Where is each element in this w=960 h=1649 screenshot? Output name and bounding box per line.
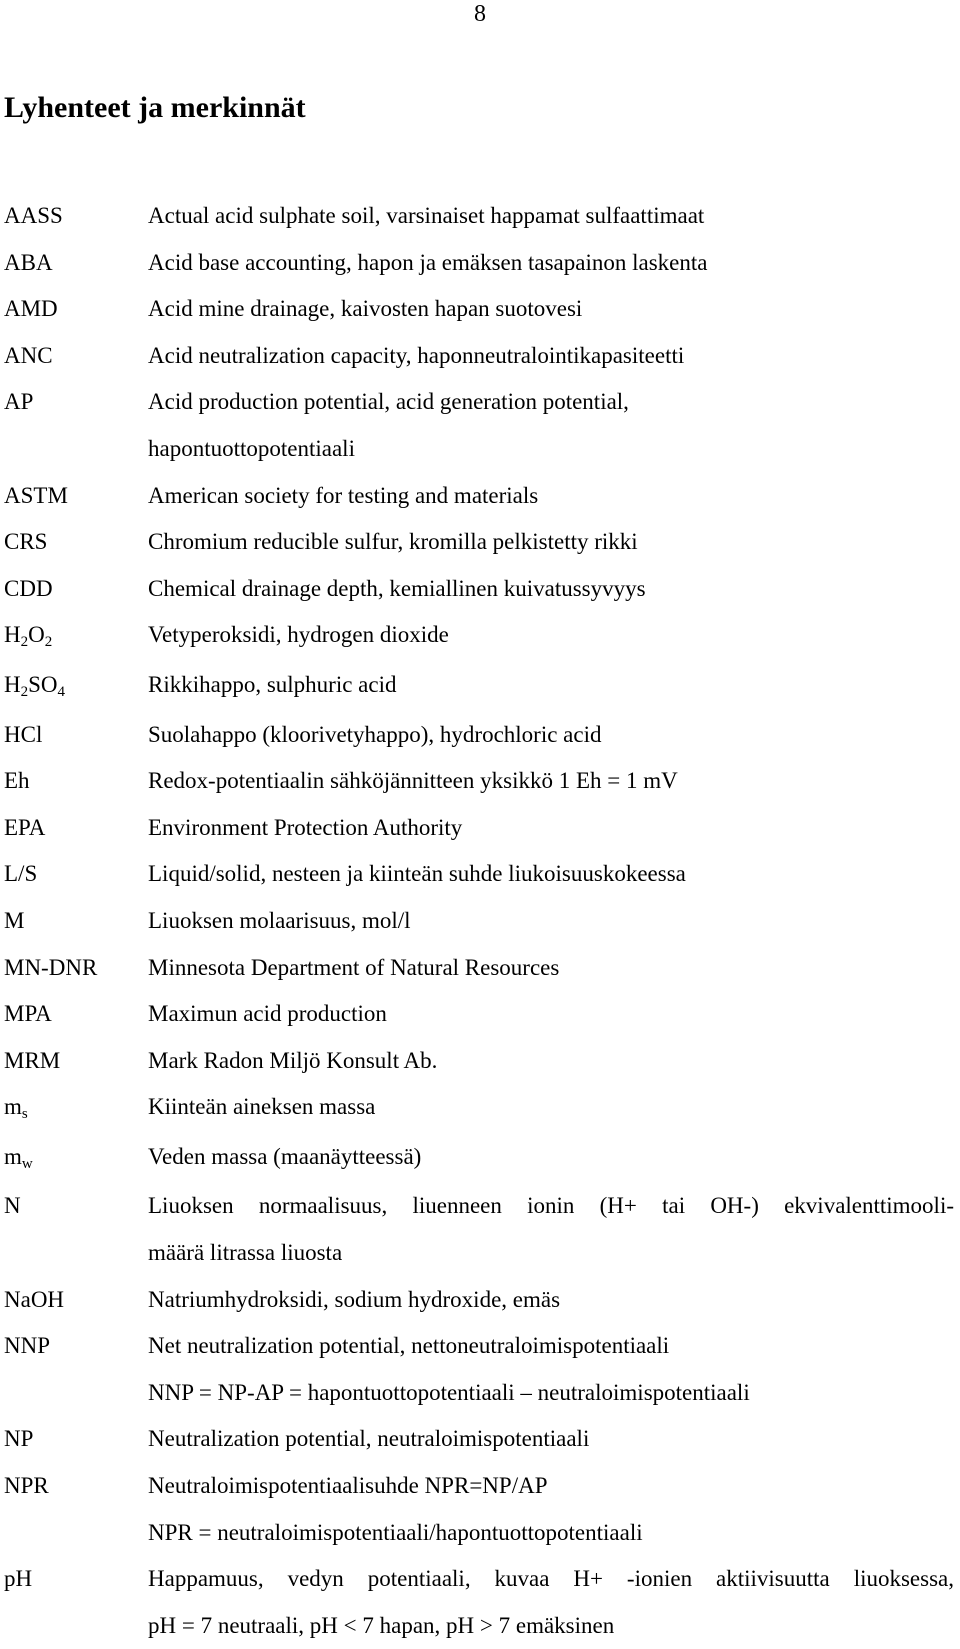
term-base: H <box>4 671 21 697</box>
term: CDD <box>4 575 53 601</box>
term: ASTM <box>4 482 68 508</box>
definition: Redox-potentiaalin sähköjännitteen yksikkö 1 Eh = 1 mV <box>148 768 678 794</box>
term-subscript: 2 <box>44 634 53 651</box>
definition: Environment Protection Authority <box>148 814 463 840</box>
term <box>4 1230 148 1277</box>
definition: Acid neutralization capacity, haponneutralointikapasiteetti <box>148 342 685 368</box>
term: EPA <box>4 814 46 840</box>
list-item <box>4 1277 954 1324</box>
definition: American society for testing and materials <box>148 482 539 508</box>
term-base: SO <box>28 671 58 697</box>
list-item <box>4 473 954 520</box>
term: MRM <box>4 1047 61 1073</box>
definition: Liquid/solid, nesteen ja kiinteän suhde liukoisuuskokeessa <box>148 861 686 887</box>
term-subscript: w <box>21 1155 33 1172</box>
term: AP <box>4 389 34 415</box>
definition: Suolahappo (kloorivetyhappo), hydrochloric acid <box>148 721 602 747</box>
definition: Acid production potential, acid generation potential, <box>148 389 629 415</box>
list-item-continuation <box>4 426 954 473</box>
term: AASS <box>4 203 63 228</box>
term: MPA <box>4 1001 52 1027</box>
term: M <box>4 907 25 933</box>
term: HCl <box>4 721 43 747</box>
term <box>4 612 148 662</box>
term-subscript: 2 <box>20 683 29 700</box>
term-base: m <box>4 1143 22 1169</box>
list-item <box>4 1134 954 1184</box>
list-item <box>4 1463 954 1510</box>
term: L/S <box>4 861 38 887</box>
definition: Mark Radon Miljö Konsult Ab. <box>148 1047 438 1073</box>
list-item-continuation <box>4 1510 954 1557</box>
list-item <box>4 1556 954 1603</box>
list-item <box>4 240 954 287</box>
list-item-continuation <box>4 1230 954 1277</box>
list-item <box>4 945 954 992</box>
term <box>4 662 148 712</box>
definition: Liuoksen normaalisuus, liuenneen ionin (H+ tai OH-) ekvivalenttimooli- <box>148 1193 954 1219</box>
term <box>4 1370 148 1417</box>
list-item <box>4 662 954 712</box>
definition: Happamuus, vedyn potentiaali, kuvaa H+ -ionien aktiivisuutta liuoksessa, <box>148 1566 954 1592</box>
page-title: Lyhenteet ja merkinnät <box>4 91 306 124</box>
definition: Net neutralization potential, nettoneutraloimispotentiaali <box>148 1333 670 1359</box>
definition: Chemical drainage depth, kemiallinen kuivatussyvyys <box>148 575 646 601</box>
definition: Acid mine drainage, kaivosten hapan suotovesi <box>148 296 583 322</box>
definition: Liuoksen molaarisuus, mol/l <box>148 907 411 933</box>
list-item <box>4 712 954 759</box>
term: pH <box>4 1566 33 1592</box>
term <box>4 1134 148 1184</box>
definition: Veden massa (maanäytteessä) <box>148 1143 422 1169</box>
definition: NNP = NP-AP = hapontuottopotentiaali – neutraloimispotentiaali <box>148 1379 750 1405</box>
term: Eh <box>4 768 30 794</box>
list-item <box>4 566 954 613</box>
definition: NPR = neutraloimispotentiaali/hapontuottopotentiaali <box>148 1519 643 1545</box>
list-item <box>4 193 954 240</box>
term-base: O <box>28 622 45 648</box>
term-subscript: 4 <box>57 683 66 700</box>
list-item <box>4 851 954 898</box>
definition: määrä litrassa liuosta <box>148 1240 343 1266</box>
term: NaOH <box>4 1286 65 1312</box>
definition: Neutralization potential, neutraloimispotentiaali <box>148 1426 590 1452</box>
definition: Acid base accounting, hapon ja emäksen tasapainon laskenta <box>148 249 708 275</box>
definition: Vetyperoksidi, hydrogen dioxide <box>148 622 449 648</box>
list-item <box>4 991 954 1038</box>
definition: Natriumhydroksidi, sodium hydroxide, emäs <box>148 1286 561 1312</box>
definition: Minnesota Department of Natural Resources <box>148 954 560 980</box>
definition: Maximun acid production <box>148 1001 387 1027</box>
definition: Neutraloimispotentiaalisuhde NPR=NP/AP <box>148 1473 548 1499</box>
term-base: H <box>4 622 21 648</box>
list-item <box>4 612 954 662</box>
list-item <box>4 379 954 426</box>
list-item <box>4 1416 954 1463</box>
term: ANC <box>4 342 53 368</box>
list-item <box>4 805 954 852</box>
list-item <box>4 1183 954 1230</box>
definition: Chromium reducible sulfur, kromilla pelkistetty rikki <box>148 529 638 555</box>
list-item <box>4 333 954 380</box>
list-item-continuation <box>4 1370 954 1417</box>
term-base: m <box>4 1094 22 1120</box>
term <box>4 1603 148 1649</box>
term: NP <box>4 1426 34 1452</box>
term: MN-DNR <box>4 954 98 980</box>
page-number: 8 <box>474 1 486 27</box>
definition: Kiinteän aineksen massa <box>148 1094 376 1120</box>
definition: Actual acid sulphate soil, varsinaiset happamat sulfaattimaat <box>148 203 705 228</box>
term <box>4 1084 148 1134</box>
abbreviation-list <box>4 193 954 1649</box>
list-item <box>4 286 954 333</box>
list-item-continuation <box>4 1603 954 1649</box>
definition: hapontuottopotentiaali <box>148 435 355 461</box>
term: CRS <box>4 529 48 555</box>
term-subscript: 2 <box>20 634 29 651</box>
term <box>4 426 148 473</box>
term: AMD <box>4 296 58 322</box>
list-item <box>4 758 954 805</box>
list-item <box>4 519 954 566</box>
list-item <box>4 1084 954 1134</box>
term <box>4 1510 148 1557</box>
term: NPR <box>4 1473 49 1499</box>
term-subscript: s <box>21 1106 28 1123</box>
definition: Rikkihappo, sulphuric acid <box>148 671 397 697</box>
term: N <box>4 1193 21 1219</box>
list-item <box>4 898 954 945</box>
term: NNP <box>4 1333 51 1359</box>
definition: pH = 7 neutraali, pH < 7 hapan, pH > 7 emäksinen <box>148 1612 615 1638</box>
term: ABA <box>4 249 53 275</box>
list-item <box>4 1038 954 1085</box>
list-item <box>4 1323 954 1370</box>
